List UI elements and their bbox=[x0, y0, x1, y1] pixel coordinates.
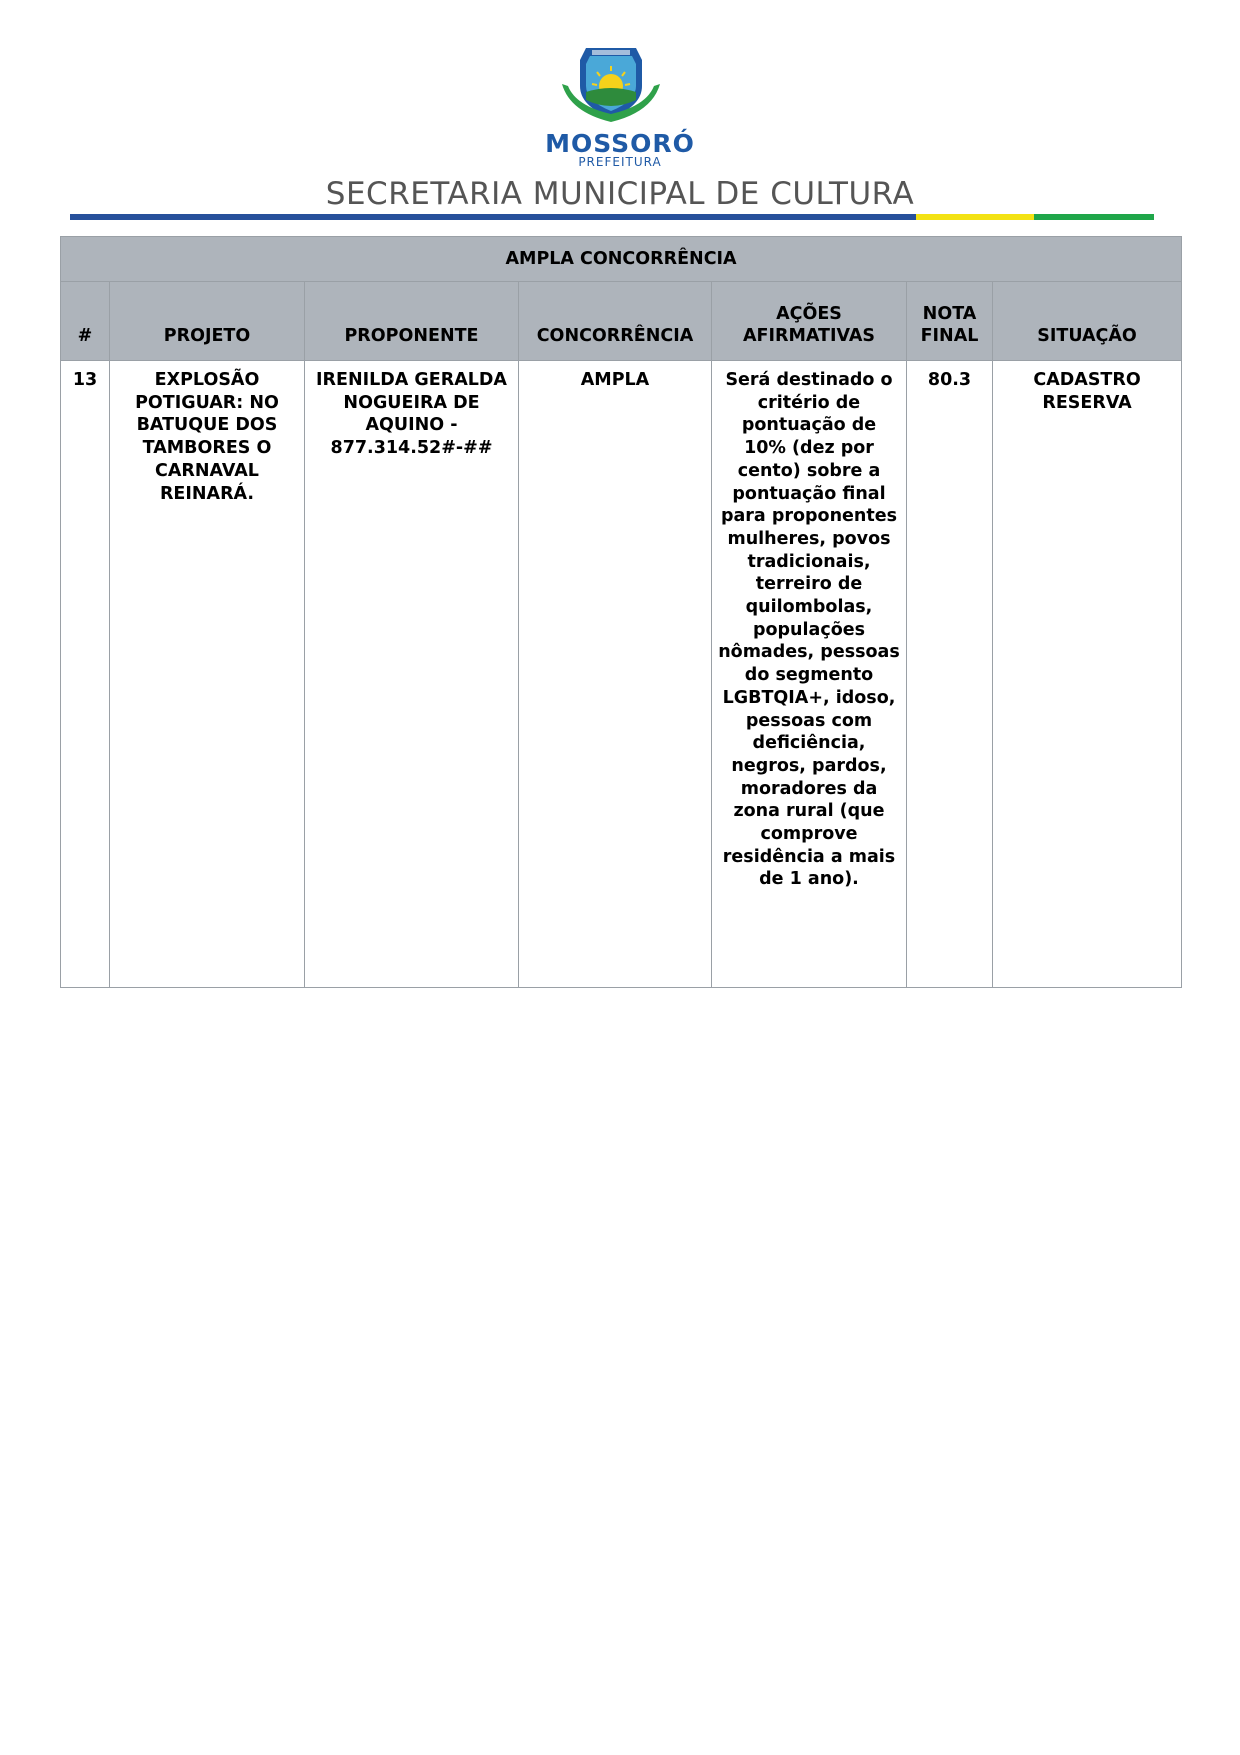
cell-concorrencia: AMPLA bbox=[519, 361, 712, 988]
column-header-nota-final: NOTA FINAL bbox=[907, 282, 993, 361]
header-stripe-yellow bbox=[916, 214, 1034, 220]
header-stripe-green bbox=[1034, 214, 1154, 220]
department-title: SECRETARIA MUNICIPAL DE CULTURA bbox=[325, 176, 915, 212]
mossoro-crest-logo bbox=[556, 40, 666, 130]
column-header-projeto: PROJETO bbox=[110, 282, 305, 361]
column-header-acoes-afirmativas: AÇÕES AFIRMATIVAS bbox=[712, 282, 907, 361]
cell-proponente: IRENILDA GERALDA NOGUEIRA DE AQUINO - 877.314.52#-## bbox=[305, 361, 519, 988]
cell-acoes-afirmativas: Será destinado o critério de pontuação de 10% (dez por cento) sobre a pontuação final para proponentes mulheres, povos tradicionais, terreiro de quilombolas, populações nômades, pessoas do segmento LGBTQIA+, idoso, pessoas com deficiência, negros, pardos, moradores da zona rural (que comprove residência a mais de 1 ano). bbox=[712, 361, 907, 988]
column-header-concorrencia: CONCORRÊNCIA bbox=[519, 282, 712, 361]
brand-subtitle: PREFEITURA bbox=[578, 155, 662, 169]
column-header-number: # bbox=[61, 282, 110, 361]
table-banner: AMPLA CONCORRÊNCIA bbox=[61, 237, 1182, 282]
page-header bbox=[0, 0, 1240, 232]
column-header-situacao: SITUAÇÃO bbox=[993, 282, 1182, 361]
cell-nota-final: 80.3 bbox=[907, 361, 993, 988]
table-row bbox=[61, 361, 1182, 988]
header-stripe-blue bbox=[70, 214, 916, 220]
results-table bbox=[60, 236, 1182, 988]
cell-projeto: EXPLOSÃO POTIGUAR: NO BATUQUE DOS TAMBORES O CARNAVAL REINARÁ. bbox=[110, 361, 305, 988]
brand-name: MOSSORÓ bbox=[545, 129, 695, 158]
cell-number: 13 bbox=[61, 361, 110, 988]
column-header-proponente: PROPONENTE bbox=[305, 282, 519, 361]
column-header-row bbox=[61, 282, 1182, 361]
cell-situacao: CADASTRO RESERVA bbox=[993, 361, 1182, 988]
